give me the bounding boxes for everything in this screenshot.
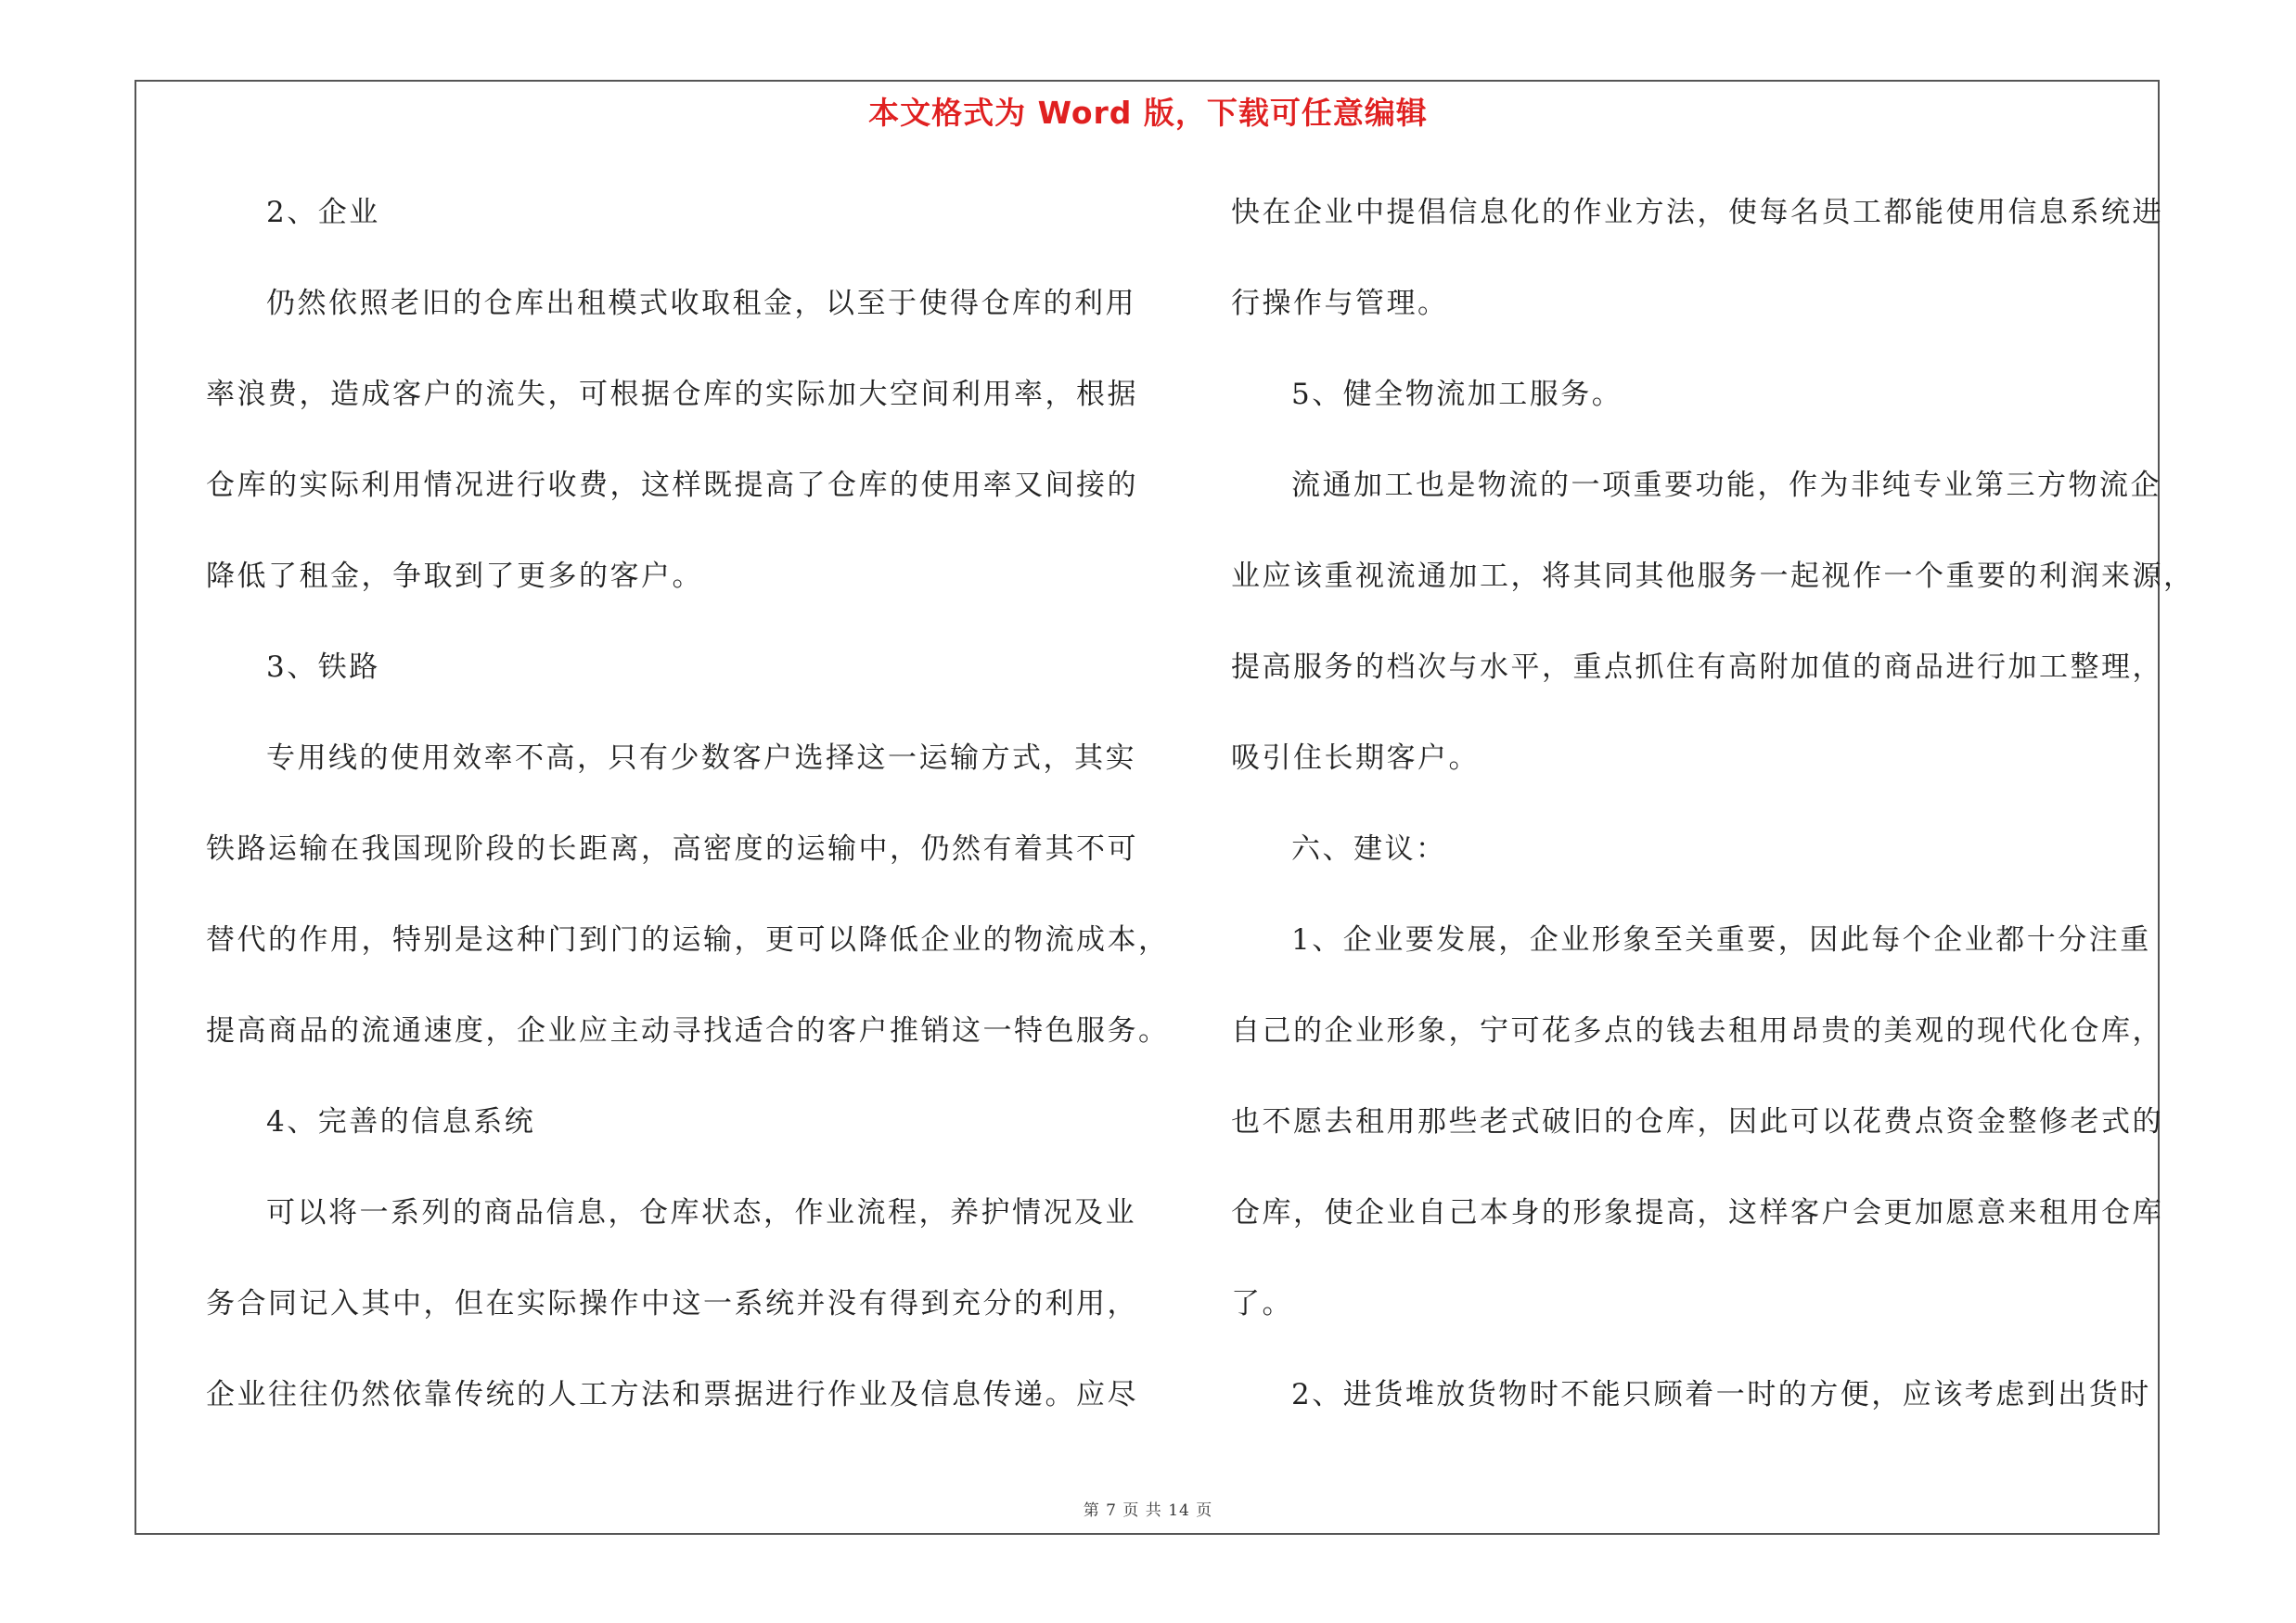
text-line: 1、企业要发展，企业形象至关重要，因此每个企业都十分注重	[1291, 923, 2151, 957]
text-line: 行操作与管理。	[1231, 287, 1449, 320]
text-line: 2、企业	[266, 196, 380, 229]
text-line: 3、铁路	[266, 650, 380, 684]
text-line: 铁路运输在我国现阶段的长距离，高密度的运输中，仍然有着其不可	[206, 832, 1138, 866]
text-line: 降低了租金，争取到了更多的客户。	[206, 560, 703, 593]
text-line: 流通加工也是物流的一项重要功能，作为非纯专业第三方物流企	[1291, 469, 2161, 502]
text-line: 仓库，使企业自己本身的形象提高，这样客户会更加愿意来租用仓库	[1231, 1196, 2163, 1230]
text-line: 率浪费，造成客户的流失，可根据仓库的实际加大空间利用率，根据	[206, 378, 1138, 411]
text-line: 快在企业中提倡信息化的作业方法，使每名员工都能使用信息系统进	[1231, 196, 2163, 229]
text-line: 2、进货堆放货物时不能只顾着一时的方便，应该考虑到出货时	[1291, 1378, 2151, 1411]
text-line: 业应该重视流通加工，将其同其他服务一起视作一个重要的利润来源，	[1231, 560, 2195, 593]
text-line: 自己的企业形象，宁可花多点的钱去租用昂贵的美观的现代化仓库，	[1231, 1014, 2163, 1048]
text-line: 企业往往仍然依靠传统的人工方法和票据进行作业及信息传递。应尽	[206, 1378, 1138, 1411]
page-number-footer: 第 7 页 共 14 页	[1083, 1501, 1213, 1520]
text-line: 也不愿去租用那些老式破旧的仓库，因此可以花费点资金整修老式的	[1231, 1105, 2163, 1139]
text-line: 了。	[1231, 1287, 1293, 1320]
text-line: 可以将一系列的商品信息，仓库状态，作业流程，养护情况及业	[266, 1196, 1136, 1230]
text-line: 仓库的实际利用情况进行收费，这样既提高了仓库的使用率又间接的	[206, 469, 1138, 502]
text-line: 务合同记入其中，但在实际操作中这一系统并没有得到充分的利用，	[206, 1287, 1138, 1320]
text-line: 吸引住长期客户。	[1231, 741, 1480, 775]
text-line: 5、健全物流加工服务。	[1291, 378, 1623, 411]
text-line: 仍然依照老旧的仓库出租模式收取租金，以至于使得仓库的利用	[266, 287, 1136, 320]
text-line: 专用线的使用效率不高，只有少数客户选择这一运输方式，其实	[266, 741, 1136, 775]
text-line: 提高服务的档次与水平，重点抓住有高附加值的商品进行加工整理，	[1231, 650, 2163, 684]
header-banner: 本文格式为 Word 版，下载可任意编辑	[868, 95, 1428, 131]
text-line: 替代的作用，特别是这种门到门的运输，更可以降低企业的物流成本，	[206, 923, 1170, 957]
text-line: 提高商品的流通速度，企业应主动寻找适合的客户推销这一特色服务。	[206, 1014, 1170, 1048]
text-line: 4、完善的信息系统	[266, 1105, 536, 1139]
left-text-column	[206, 186, 1170, 1459]
text-line: 六、建议：	[1291, 832, 1447, 866]
right-text-column	[1231, 186, 2195, 1459]
